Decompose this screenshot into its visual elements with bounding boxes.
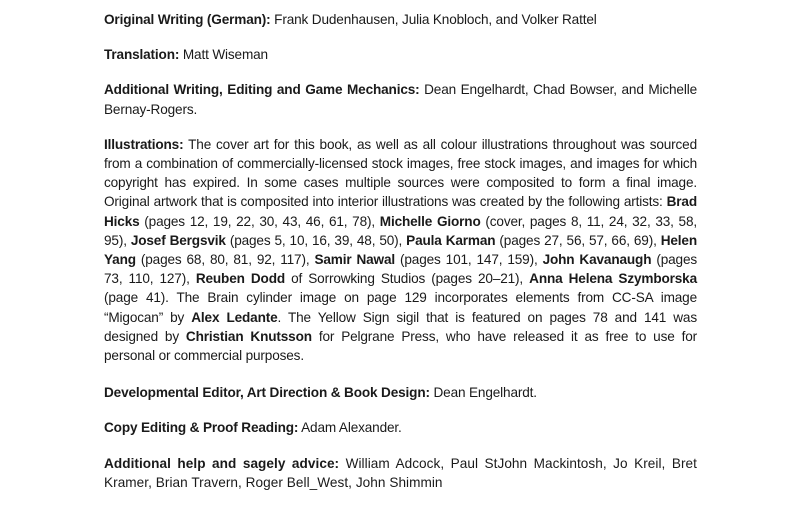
credit-label: Illustrations: [104, 136, 184, 152]
credit-label: Copy Editing & Proof Reading: [104, 420, 299, 436]
credit-label: Original Writing (German): [104, 12, 271, 27]
credits-page [104, 10, 697, 508]
credit-translation [104, 45, 697, 64]
credit-developmental-editor [104, 383, 697, 402]
credit-label: Additional help and sagely advice: [104, 455, 340, 471]
illustrations-text-segment: . The Yellow Sign sigil that is featured on pages 78 and 141 was designed by [104, 309, 697, 344]
artist-name: Michelle Giorno [379, 213, 481, 229]
illustrations-text-segment: (pages 5, 10, 16, 39, 48, 50), [225, 232, 407, 248]
credit-label: Translation: [104, 47, 180, 63]
credit-original-writing [104, 10, 697, 29]
artist-name: John Kavanaugh [542, 252, 652, 268]
illustrations-text [104, 137, 697, 363]
illustrations-text-segment: (pages 12, 19, 22, 30, 43, 46, 61, 78), [139, 213, 380, 229]
illustrations-text-segment: (pages 68, 80, 81, 92, 117), [135, 252, 315, 268]
credit-text: Dean Engelhardt. [429, 385, 537, 401]
credit-copy-editing [104, 418, 697, 437]
credit-additional-writing [104, 80, 697, 118]
illustrations-text-segment: for Pelgrane Press, who have released it as free to use for personal or commercial purposes. [104, 328, 697, 364]
credit-label: Additional Writing, Editing and Game Mechanics: [104, 82, 420, 98]
illustrations-text-segment: (pages 101, 147, 159), [395, 252, 543, 268]
artist-name: Alex Ledante [191, 309, 278, 325]
illustrations-text-segment: (pages 73, 110, 127), [104, 252, 698, 287]
artist-name: Anna Helena Szymborska [529, 271, 698, 287]
artist-name: Christian Knutsson [185, 328, 312, 344]
illustrations-text-segment: (cover, pages 8, 11, 24, 32, 33, 58, 95), [104, 213, 698, 248]
credit-text: Dean Engelhardt, Chad Bowser, and Michelle Bernay-Rogers. [104, 82, 697, 117]
illustrations-text-segment: (pages 27, 56, 57, 66, 69), [495, 232, 661, 248]
illustrations-text-segment: (page 41). The Brain cylinder image on page 129 incorporates elements from CC-SA image “Migocan” by [104, 290, 697, 325]
credit-illustrations [104, 135, 697, 365]
artist-name: Brad Hicks [104, 194, 697, 229]
illustrations-text-segment: of Sorrowking Studios (pages 20–21), [285, 271, 530, 287]
credit-label: Developmental Editor, Art Direction & Book Design: [104, 385, 430, 401]
credit-text: Frank Dudenhausen, Julia Knobloch, and Volker Rattel [270, 12, 597, 27]
artist-name: Helen Yang [104, 232, 697, 268]
artist-name: Samir Nawal [314, 252, 396, 268]
credit-text: Matt Wiseman [179, 47, 268, 63]
credit-additional-help [104, 454, 697, 492]
artist-name: Paula Karman [406, 232, 496, 248]
credit-text: Adam Alexander. [298, 420, 402, 436]
artist-name: Reuben Dodd [195, 271, 286, 287]
illustrations-text-segment: The cover art for this book, as well as all colour illustrations throughout was sourced from a combination of commercially-licensed stock images, free stock images, and images for which copyright has expired. In some cases multiple sources were composited to form a final image. Original artwork that is composited into interior illustrations was created by the following artists: [104, 136, 697, 210]
credit-text: William Adcock, Paul StJohn Mackintosh, Jo Kreil, Bret Kramer, Brian Travern, Roger Bell_West, John Shimmin [104, 455, 697, 490]
artist-name: Josef Bergsvik [130, 232, 226, 248]
